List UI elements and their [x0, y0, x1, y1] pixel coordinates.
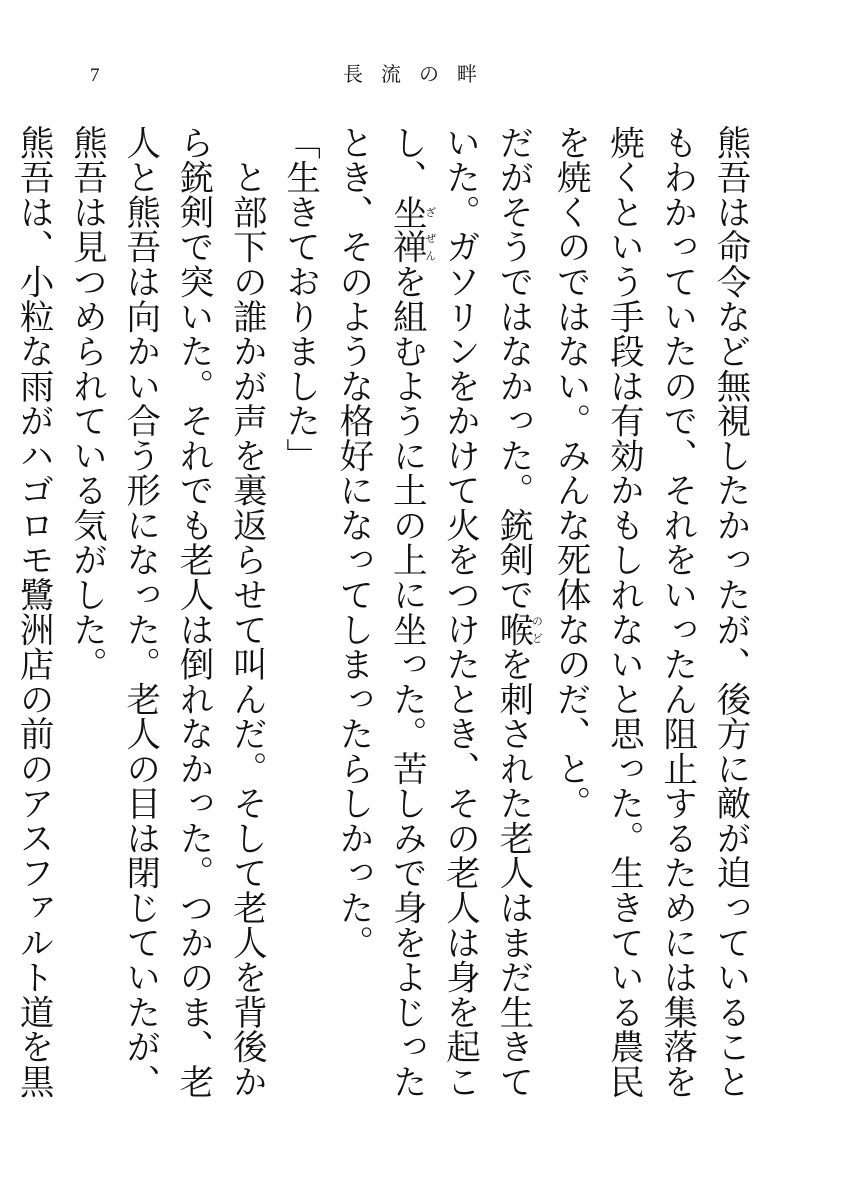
text-run: だがそうではなかった。銃剣で: [492, 125, 533, 612]
ruby-base: 喉: [492, 611, 533, 647]
paragraph: [326, 125, 543, 1100]
body-text: [13, 125, 756, 1100]
text-run: 「生きておりました」: [279, 125, 320, 473]
ruby-base: 坐: [386, 194, 427, 230]
paragraph: [543, 125, 756, 1100]
ruby-reading: ぜん: [423, 229, 437, 265]
paragraph: [59, 125, 272, 1100]
text-run: を組むように土の上に坐った。苦しみで身をよじったとき、そのような格好になってしまったらしかった。: [332, 125, 427, 1099]
ruby-reading: ざ: [423, 194, 437, 230]
paragraph: [0, 125, 59, 1100]
paragraph: [272, 125, 325, 1100]
running-title: 長流の畔: [343, 62, 495, 86]
text-run: 熊吾は命令など無視したかったが、後方に敵が迫っていることもわかっていたので、それをいったん阻止するためには集落を焼くという手段は有効かもしれないと思った。生きている農民を焼くのではない。みんな死体なのだ、と。: [550, 125, 750, 1099]
ruby-word: [386, 229, 437, 265]
text-run: と部下の誰かが声を裏返らせて叫んだ。そして老人を背後から銃剣で突いた。それでも老人は倒れなかった。つかのま、老人と熊吾は向かい合う形になった。老人の目は閉じていたが、熊吾は見つめられている気がした。: [66, 125, 267, 1099]
ruby-base: 禅: [386, 229, 427, 265]
text-run: 熊吾は、小粒な雨がハゴロモ鷺洲店の前のアスファルト道を黒: [13, 125, 54, 1099]
text-run: を刺された老人はまだ生きていた。ガソリンをかけて火をつけたとき、その老人は身を起こし、: [386, 125, 533, 1099]
ruby-word: [386, 194, 437, 230]
ruby-reading: のど: [530, 611, 544, 647]
ruby-word: [492, 611, 544, 647]
page-number: 7: [90, 65, 100, 86]
